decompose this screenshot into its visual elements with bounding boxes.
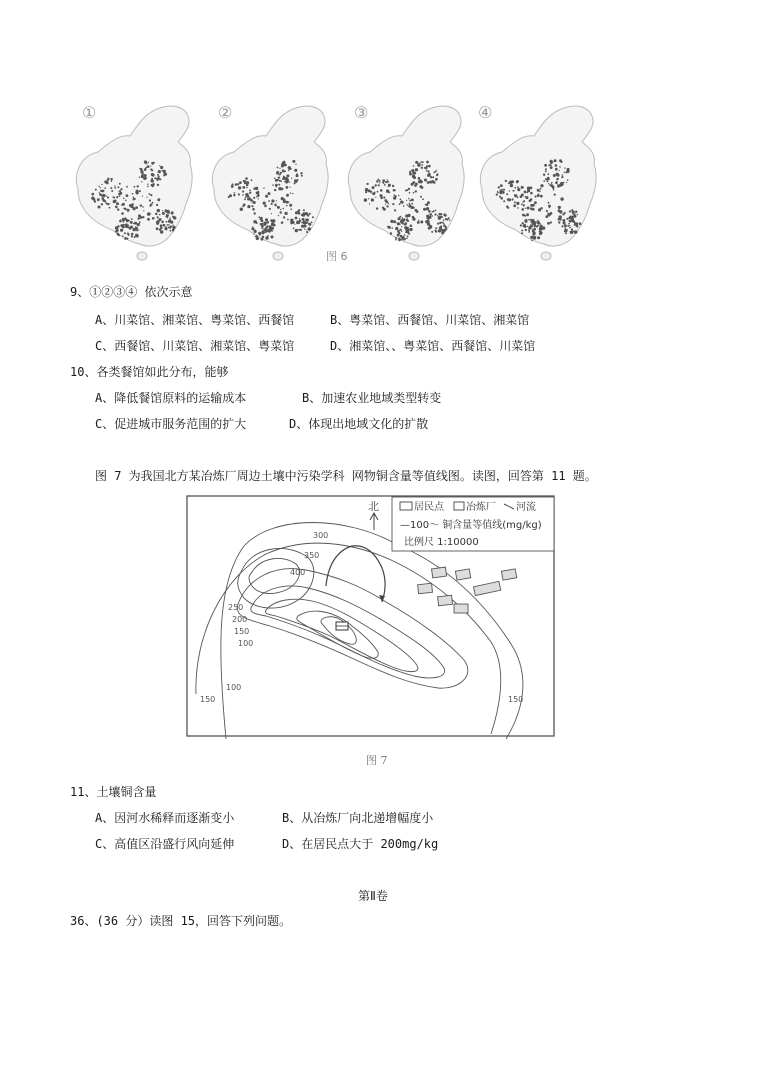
figure-6 bbox=[68, 84, 608, 269]
contour-label-150b: 150 bbox=[200, 695, 216, 704]
q9-option-a: A、川菜馆、湘菜馆、粤菜馆、西餐馆 bbox=[95, 313, 295, 327]
section-title: 第Ⅱ卷 bbox=[358, 889, 388, 903]
contour-label-300: 300 bbox=[313, 531, 329, 540]
q10-option-b: B、加速农业地域类型转变 bbox=[302, 391, 442, 405]
legend-residential: 居民点 bbox=[414, 502, 444, 513]
north-label: 北 bbox=[368, 500, 379, 513]
q11-intro: 图 7 为我国北方某冶炼厂周边土壤中污染学科 网物铜含量等值线图。读图，回答第 11 题。 bbox=[95, 469, 597, 483]
contour-label-150c: 150 bbox=[508, 695, 524, 704]
q9-stem: 9、①②③④ 依次示意 bbox=[70, 285, 193, 299]
q9-option-b: B、粤菜馆、西餐馆、川菜馆、湘菜馆 bbox=[330, 313, 530, 327]
q10-stem: 10、各类餐馆如此分布，能够 bbox=[70, 365, 229, 379]
china-map-2 bbox=[212, 106, 328, 260]
map-label-2: ② bbox=[218, 103, 233, 122]
q10-option-c: C、促进城市服务范围的扩大 bbox=[95, 417, 247, 431]
contour-label-250: 250 bbox=[228, 603, 244, 612]
contour-label-350: 350 bbox=[304, 551, 320, 560]
figure-7 bbox=[186, 494, 558, 767]
figure-7-caption: 图 7 bbox=[366, 754, 388, 767]
q11-option-c: C、高值区沿盛行风向延伸 bbox=[95, 837, 235, 851]
china-map-3 bbox=[348, 106, 464, 260]
map-label-3: ③ bbox=[354, 103, 369, 122]
q11-option-a: A、因河水稀释而逐渐变小 bbox=[95, 811, 235, 825]
map-label-4: ④ bbox=[478, 103, 493, 122]
contour-label-400: 400 bbox=[290, 568, 306, 577]
q9-option-d: D、湘菜馆、、粤菜馆、西餐馆、川菜馆 bbox=[330, 339, 536, 353]
map-label-1: ① bbox=[82, 103, 97, 122]
figure-6-caption: 图 6 bbox=[326, 250, 348, 263]
q36-stem: 36、(36 分）读图 15，回答下列问题。 bbox=[70, 914, 292, 928]
q11-option-d: D、在居民点大于 200mg/kg bbox=[282, 837, 439, 851]
legend-isoline: —100～ 铜含量等值线(mg/kg) bbox=[400, 520, 542, 531]
legend-scale: 比例尺 1:10000 bbox=[404, 537, 479, 548]
china-map-1 bbox=[76, 106, 192, 260]
q11-option-b: B、从冶炼厂向北递增幅度小 bbox=[282, 811, 434, 825]
q9-option-c: C、西餐馆、川菜馆、湘菜馆、粤菜馆 bbox=[95, 339, 295, 353]
q11-stem: 11、土壤铜含量 bbox=[70, 785, 157, 799]
legend-smelter: 冶炼厂 bbox=[466, 502, 496, 513]
contour-label-200: 200 bbox=[232, 615, 248, 624]
q10-option-a: A、降低餐馆原料的运输成本 bbox=[95, 391, 247, 405]
china-maps bbox=[68, 84, 608, 269]
contour-label-100b: 100 bbox=[226, 683, 242, 692]
contour-label-150a: 150 bbox=[234, 627, 250, 636]
legend-river: 河流 bbox=[516, 502, 536, 513]
contour-map bbox=[186, 494, 558, 740]
contour-label-100a: 100 bbox=[238, 639, 254, 648]
q10-option-d: D、体现出地域文化的扩散 bbox=[289, 417, 429, 431]
china-map-4 bbox=[480, 106, 596, 260]
